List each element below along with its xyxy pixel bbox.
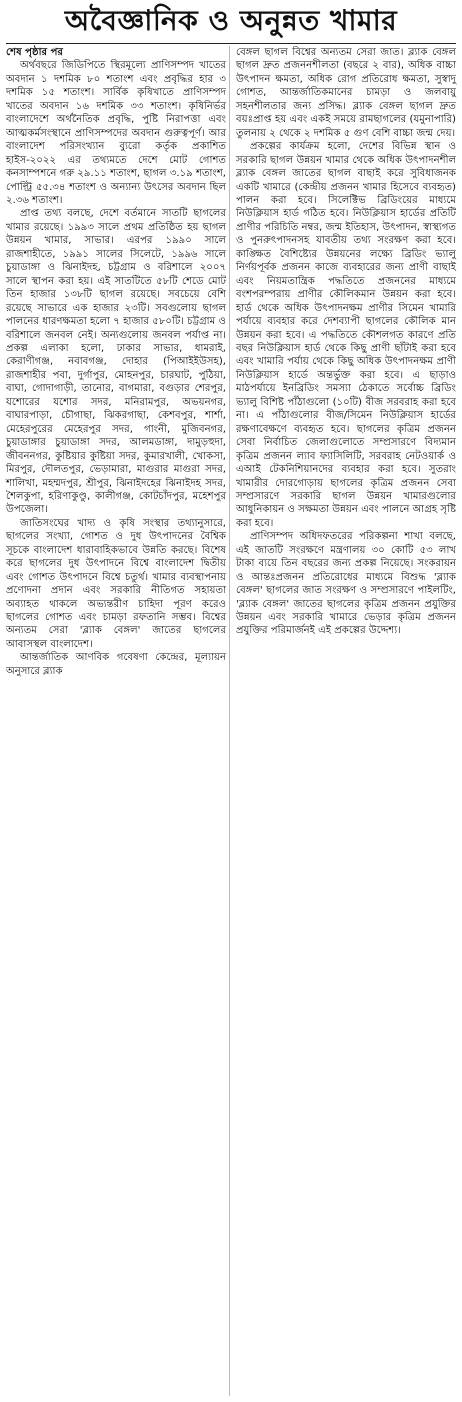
kicker: শেষ পৃষ্ঠার পর	[6, 47, 63, 58]
headline-rule	[6, 43, 456, 44]
right-column	[236, 46, 456, 638]
paragraph: বেঙ্গল ছাগল বিশ্বের অন্যতম সেরা জাত। ব্ল্যাক বেঙ্গল ছাগল দ্রুত প্রজননশীলতা (বছরে ২ বার), অধিক বাচ্চা উৎপাদন ক্ষমতা, অধিক রোগ প্রতিরোধ ক্ষমতা, সুস্বাদু গোশত, আন্তর্জাতিকমানের চামড়া ও জলবায়ু সহনশীলতার জন্য প্রসিদ্ধ। ব্ল্যাক বেঙ্গল ছাগল দ্রুত বয়ঃপ্রাপ্ত হয় এবং একই সময়ে রামছাগলের (যমুনাপারি) তুলনায় ২ থেকে ২ দশমিক ৫ গুণ বেশি বাচ্চা জন্ম দেয়।	[236, 47, 456, 139]
headline: অবৈজ্ঞানিক ও অনুন্নত খামার	[64, 3, 398, 37]
left-column	[6, 46, 226, 678]
paragraph: অর্থবছরে জিডিপিতে স্থিরমূল্যে প্রাণিসম্পদ খাতের অবদান ১ দশমিক ৮০ শতাংশ এবং প্রবৃদ্ধির হার ৩ দশমিক ১৫ শতাংশ। সার্বিক কৃষিখাতে প্রাণিসম্পদ খাতের অবদান ১৬ দশমিক ৩৩ শতাংশ। কৃষিনির্ভর বাংলাদেশে অর্থনৈতিক প্রবৃদ্ধি, পুষ্টি নিরাপত্তা এবং আত্মকর্মসংস্থানে প্রাণিসম্পদের অবদান গুরুত্বপূর্ণ। আর বাংলাদেশ পরিসংখ্যান ব্যুরো কর্তৃক প্রকাশিত হাইস-২০২২ এর তথ্যমতে দেশে মোট গোশত কনসাম্পশনে গরু ২৯.১১ শতাংশ, ছাগল ৩.১৯ শতাংশ, পোল্ট্রি ৫৫.৩৪ শতাংশ ও অন্যান্য উৎসের অবদান ছিল ২.৩৬ শতাংশ।	[6, 60, 226, 206]
paragraph: প্রাণিসম্পদ অধিদফতরের পরিকল্পনা শাখা বলছে, এই জাতটি সংরক্ষণে মন্ত্রণালয় ৩০ কোটি ৫৩ লাখ টাকা ব্যয়ে তিন বছরের জন্য প্রকল্প নিয়েছে। সংকরায়ন ও আন্তঃপ্রজনন প্রতিরোধের মাধ্যমে বিশুদ্ধ 'ব্ল্যাক বেঙ্গল' ছাগলের জাত সংরক্ষণ ও সম্প্রসারণে পাইলটিং, 'ব্ল্যাক বেঙ্গল' জাতের ছাগলের কৃত্রিম প্রজনন প্রযুক্তির উন্নয়ন এবং সরকারি খামারে ভেড়ার কৃত্রিম প্রজনন প্রযুক্তির পরিমার্জনই এই প্রকল্পের উদ্দেশ্য।	[236, 531, 456, 637]
paragraph: জাতিসংঘের খাদ্য ও কৃষি সংস্থার তথ্যানুসারে, ছাগলের সংখ্যা, গোশত ও দুধ উৎপাদনের বৈশ্বিক সূচকে বাংলাদেশ ধারাবাহিকভাবে উন্নতি করছে। বিশেষ করে ছাগলের দুধ উৎপাদনে বিশ্বে বাংলাদেশ দ্বিতীয় এবং গোশত উৎপাদনে বিশ্বে চতুর্থ। খামার ব্যবস্থাপনায় প্রণোদনা প্রদান এবং সরকারি নীতিগত সহায়তা অব্যাহত থাকলে অভ্যন্তরীণ চাহিদা পূরণ করেও ছাগলের গোশত এবং চামড়া রফতানি সম্ভব। বিশ্বের অন্যতম সেরা 'ব্ল্যাক বেঙ্গল' জাতের ছাগলের আবাসস্থল বাংলাদেশ।	[6, 517, 226, 650]
paragraph: প্রাপ্ত তথ্য বলছে, দেশে বর্তমানে সাতটি ছাগলের খামার রয়েছে। ১৯৯৩ সালে প্রথম প্রতিষ্ঠিত হয় ছাগল উন্নয়ন খামার, সাভার। এরপর ১৯৯০ সালে রাজশাহীতে, ১৯৯১ সালের সিলেটে, ১৯৯৬ সালে চুয়াডাঙ্গা ও ঝিনাইদহ, চট্টগ্রাম ও বরিশালে ২০০৭ সালে স্থাপন করা হয়। এই সাতটিতে ৫৮টি শেডে মোট তিন হাজার ১৩৮টি ছাগল রয়েছে। সবচেয়ে বেশি রয়েছে সাভারে এক হাজার ২৩টি। সবগুলোয় ছাগল পালনের ধারণক্ষমতা হলো ৭ হাজার ৫৮০টি। চট্টগ্রাম ও বরিশালে জনবল নেই। অন্যগুলোয় জনবল পর্যাপ্ত না। প্রকল্প এলাকা হলো, ঢাকার সাভার, ধামরাই, কেরাণীগঞ্জ, নবাবগঞ্জ, দোহার (পিআইইউসহ), রাজশাহীর পবা, দুর্গাপুর, মোহনপুর, চারঘাট, পুঠিয়া, বাঘা, গোদাগাড়ী, তানোর, বাগমারা, বগুড়ার শেরপুর, যশোরের যশোর সদর, মনিরামপুর, অভয়নগর, বাঘারপাড়া, চৌগাছা, ঝিকরগাছা, কেশবপুর, শার্শা, মেহেরপুরের মেহেরপুর সদর, গাংনী, মুজিবনগর, চুয়াডাঙ্গার চুয়াডাঙ্গা সদর, আলমডাঙ্গা, দামুড়হুদা, জীবননগর, কুষ্টিয়ার কুষ্টিয়া সদর, কুমারখালী, খোকসা, মিরপুর, দৌলতপুর, ভেড়ামারা, মাগুরার মাগুরা সদর, শালিখা, মহম্মদপুর, শ্রীপুর, ঝিনাইদহের ঝিনাইদহ সদর, শৈলকুপা, হরিণাকুণ্ডু, কালীগঞ্জ, কোটচাঁদপুর, মহেশপুর উপজেলা।	[6, 208, 226, 516]
column-divider	[229, 46, 230, 1396]
paragraph: আন্তর্জাতিক আণবিক গবেষণা কেন্দ্রের, মূল্যায়ন অনুসারে ব্ল্যাক	[6, 652, 226, 677]
paragraph: প্রকল্পের কার্যক্রম হলো, দেশের বিভিন্ন স্থান ও সরকারি ছাগল উন্নয়ন খামার থেকে অধিক উৎপাদনশীল ব্ল্যাক বেঙ্গল জাতের ছাগল বাছাই করে সুবিধাজনক একটি খামারে (কেন্দ্রীয় প্রজনন খামার হিসেবে ব্যবহৃত) পালন করা হবে। সিলেক্টিভ ব্রিডিংয়ের মাধ্যমে নিউক্লিয়াস হার্ড গঠিত হবে। নিউক্লিয়াস হার্ডের প্রতিটি প্রাণীর পরিচিতি নম্বর, জন্ম ইতিহাস, উৎপাদন, স্বাস্থ্যগত ও পুনরুৎপাদনসহ যাবতীয় তথ্য সংরক্ষণ করা হবে। কাঙ্ক্ষিত বৈশিষ্ট্যের উন্নয়নের লক্ষ্যে ব্রিডিং ভ্যালু নির্ণয়পূর্বক প্রজনন কাজে ব্যবহারের জন্য প্রাণী বাছাই এবং নিয়মতান্ত্রিক পদ্ধতিতে প্রজননের মাধ্যমে বংশপরম্পরায় প্রাণীর কৌলিকমান উন্নয়ন করা হবে। হার্ড থেকে অধিক উৎপাদনক্ষম প্রাণীর সিমেন খামারি পর্যায়ে ব্যবহার করে দেশব্যাপী ছাগলের কৌলিক মান উন্নয়ন করা হবে। এ পদ্ধতিতে কৌশলগত কারণে প্রতি বছর নিউক্লিয়াস হার্ড থেকে কিছু প্রাণী ছাঁটাই করা হবে এবং খামারি পর্যায় থেকে কিছু অধিক উৎপাদনক্ষম প্রাণী নিউক্লিয়াস হার্ডে অন্তর্ভুক্ত করা হবে। এ ছাড়াও মাঠপর্যায়ে ইনব্রিডিং সমস্যা ঠেকাতে সর্বোচ্চ ব্রিডিং ভ্যালু বিশিষ্ট পাঁঠাগুলো (১০টি) বীজ সরবরাহ করা হবে না। এ পাঁঠাগুলোর বীজ/সিমেন নিউক্লিয়াস হার্ডের রক্ষণাবেক্ষণে ব্যবহৃত হবে। ছাগলের কৃত্রিম প্রজনন সেবা নির্বাচিত জেলাগুলোতে সম্প্রসারণে বিদ্যমান কৃত্রিম প্রজনন ল্যাব ফ্যাসিলিটি, সরবরাহ নেটওয়ার্ক ও এআই টেকনিশিয়ানদের ব্যবহার করা হবে। সুতরাং খামারীর দোরগোড়ায় ছাগলের কৃত্রিম প্রজনন সেবা সম্প্রসারণে সরকারি ছাগল উন্নয়ন খামারগুলোর আধুনিকায়ন ও সক্ষমতা উন্নয়ন এবং পালনে আগ্রহ সৃষ্টি করা হবে।	[236, 141, 457, 529]
